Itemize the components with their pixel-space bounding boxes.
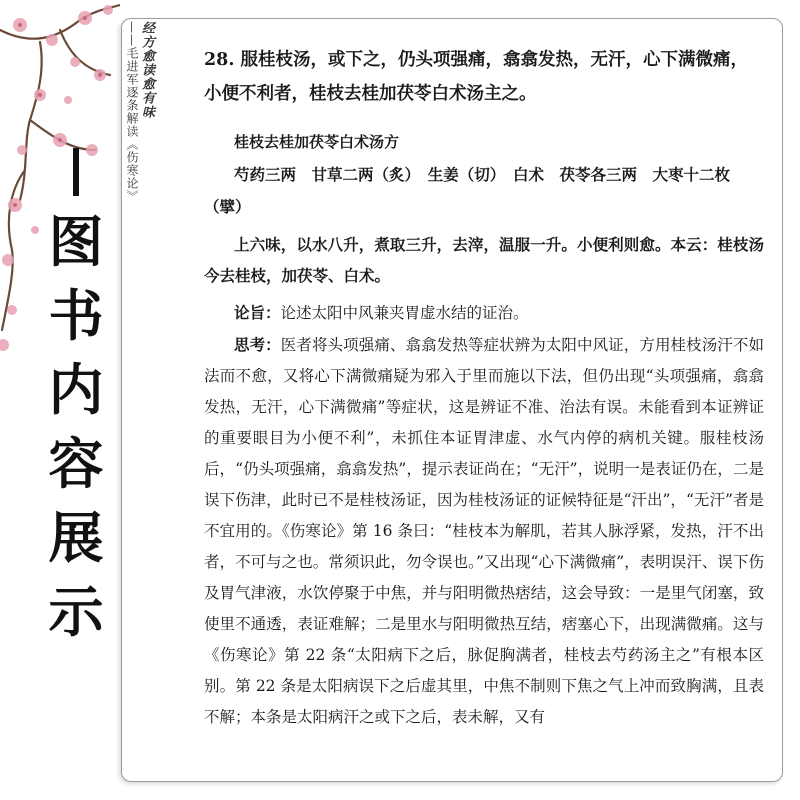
formula-title: 桂枝去桂加茯苓白术汤方 bbox=[234, 133, 400, 151]
book-running-header bbox=[126, 21, 152, 203]
section-title-vertical bbox=[36, 148, 116, 654]
sikao-text: 医者将头项强痛、翕翕发热等症状辨为太阳中风证，方用桂枝汤汗不如法而不愈，又将心下满微痛疑为邪入于里而施以下法，但仍出现“头项强痛，翕翕发热，无汗，心下满微痛”等症状，这是辨证不准、治法有误。未能看到本证辨证的重要眼目为小便不利”，未抓住本证胃津虚、水气内停的病机关键。服桂枝汤后，“仍头项强痛，翕翕发热”，提示表证尚在；“无汗”，说明一是表证仍在，二是误下伤津，此时已不是桂枝汤证，因为桂枝汤证的证候特征是“汗出”，“无汗”者是不宜用的。《伤寒论》第 16 条曰：“桂枝本为解肌，若其人脉浮紧，发热，汗不出者，不可与之也。常须识此，勿令误也。”又出现“心下满微痛”，表明误汗、误下伤及胃气津液，水饮停聚于中焦，并与阳明微热痞结，这会导致：一是里气闭塞，致使里不通透，表证难解；二是里水与阳明微热互结，痞塞心下，出现满微痛。这与《伤寒论》第 22 条“太阳病下之后，脉促胸满者，桂枝去芍药汤主之”有根本区别。第 22 条是太阳病误下之后虚其里，中焦不制则下焦之气上冲而致胸满，且表不解；本条是太阳病汗之或下之后，表未解，又有 bbox=[204, 336, 764, 726]
lunzhi-text: 论述太阳中风兼夹胃虚水结的证治。 bbox=[280, 304, 529, 322]
sikao-label: 思考： bbox=[234, 335, 281, 354]
title-char: 内 bbox=[48, 358, 104, 422]
title-char: 展 bbox=[48, 506, 104, 570]
title-char: 书 bbox=[48, 284, 104, 348]
title-char: 示 bbox=[48, 580, 104, 644]
clause-28: 28. 服桂枝汤，或下之，仍头项强痛，翕翕发热，无汗，心下满微痛，小便不利者，桂枝去桂加茯苓白术汤主之。 bbox=[204, 50, 749, 104]
lunzhi-paragraph bbox=[204, 297, 764, 329]
formula-ingredients: 芍药三两 甘草二两（炙） 生姜（切） 白术 茯苓各三两 大枣十二枚（擘） bbox=[204, 165, 731, 216]
title-char: 图 bbox=[48, 210, 104, 274]
formula-method: 上六味，以水八升，煮取三升，去滓，温服一升。小便利则愈。本云：桂枝汤今去桂枝，加茯苓、白术。 bbox=[204, 235, 764, 285]
book-subtitle: ——毛进军逐条解读《伤寒论》 bbox=[125, 21, 139, 203]
title-char: 容 bbox=[48, 432, 104, 496]
book-title: 经方愈读愈有味 bbox=[139, 21, 154, 119]
lunzhi-label: 论旨： bbox=[234, 303, 281, 322]
page-content bbox=[204, 43, 764, 733]
book-page bbox=[121, 18, 783, 782]
sikao-paragraph bbox=[204, 329, 764, 733]
title-dash bbox=[73, 148, 79, 196]
